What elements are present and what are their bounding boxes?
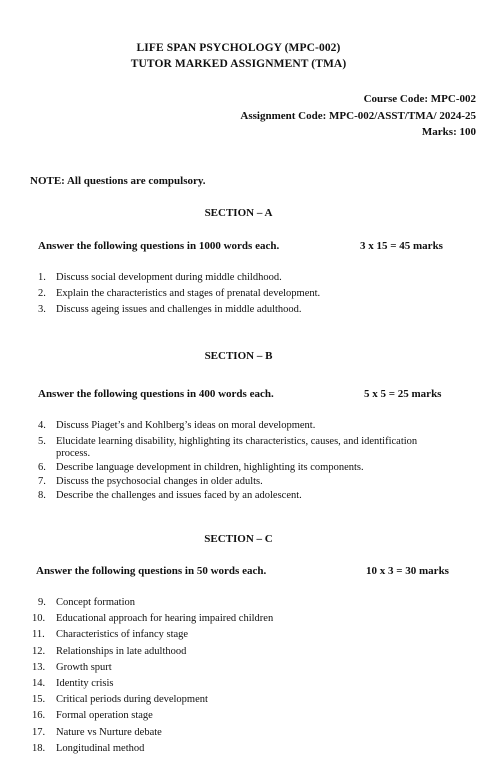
question-text: Nature vs Nurture debate xyxy=(56,726,162,738)
document-title: LIFE SPAN PSYCHOLOGY (MPC-002) xyxy=(136,42,341,54)
section-b-marks: 5 x 5 = 25 marks xyxy=(364,388,442,400)
question-text-continued: process. xyxy=(56,448,91,459)
section-a-marks: 3 x 15 = 45 marks xyxy=(360,240,443,252)
section-c-marks: 10 x 3 = 30 marks xyxy=(366,565,449,577)
question-number: 10. xyxy=(32,613,46,625)
document-subtitle: TUTOR MARKED ASSIGNMENT (TMA) xyxy=(130,58,347,70)
question-text: Concept formation xyxy=(56,597,136,608)
question-number: 8. xyxy=(38,490,46,501)
course-code: Course Code: MPC-002 xyxy=(363,93,476,105)
question-number: 5. xyxy=(38,436,46,447)
question-number: 16. xyxy=(32,710,46,722)
question-text: Characteristics of infancy stage xyxy=(56,629,189,641)
question-number: 6. xyxy=(38,462,46,473)
question-number: 14. xyxy=(32,677,46,689)
section-a-heading: SECTION – A xyxy=(204,207,273,219)
question-number: 12. xyxy=(32,645,46,657)
question-text: Describe language development in children, highlighting its components. xyxy=(56,462,364,473)
question-text: Longitudinal method xyxy=(56,742,145,754)
question-text: Growth spurt xyxy=(56,661,112,673)
question-number: 4. xyxy=(38,420,46,431)
question-text: Educational approach for hearing impaired children xyxy=(56,613,274,625)
question-text: Identity crisis xyxy=(56,677,114,689)
question-text: Describe the challenges and issues faced by an adolescent. xyxy=(56,490,302,501)
question-number: 2. xyxy=(38,288,46,299)
question-text: Critical periods during development xyxy=(56,694,208,706)
note-text: NOTE: All questions are compulsory. xyxy=(30,175,206,187)
question-text: Discuss social development during middle childhood. xyxy=(56,272,282,283)
section-c-instruction: Answer the following questions in 50 words each. xyxy=(36,565,267,577)
question-text: Explain the characteristics and stages of prenatal development. xyxy=(56,288,321,299)
question-number: 9. xyxy=(38,597,46,608)
section-b-heading: SECTION – B xyxy=(204,350,273,362)
question-text: Discuss ageing issues and challenges in middle adulthood. xyxy=(56,304,302,315)
question-number: 17. xyxy=(32,726,46,738)
question-text: Formal operation stage xyxy=(56,710,153,722)
question-number: 11. xyxy=(32,629,45,641)
question-number: 18. xyxy=(32,742,46,754)
total-marks: Marks: 100 xyxy=(421,126,476,138)
question-text: Discuss Piaget’s and Kohlberg’s ideas on moral development. xyxy=(56,420,316,431)
section-a-instruction: Answer the following questions in 1000 words each. xyxy=(38,240,280,252)
question-number: 15. xyxy=(32,694,46,706)
question-number: 13. xyxy=(32,661,46,673)
question-number: 1. xyxy=(38,272,46,283)
question-text: Discuss the psychosocial changes in older adults. xyxy=(56,476,263,487)
question-text: Elucidate learning disability, highlighting its characteristics, causes, and identification xyxy=(56,436,418,447)
section-c-heading: SECTION – C xyxy=(204,533,273,545)
question-text: Relationships in late adulthood xyxy=(56,645,187,657)
question-number: 7. xyxy=(38,476,46,487)
assignment-code: Assignment Code: MPC-002/ASST/TMA/ 2024-25 xyxy=(240,110,476,122)
section-b-instruction: Answer the following questions in 400 words each. xyxy=(38,388,274,400)
question-number: 3. xyxy=(38,304,46,315)
